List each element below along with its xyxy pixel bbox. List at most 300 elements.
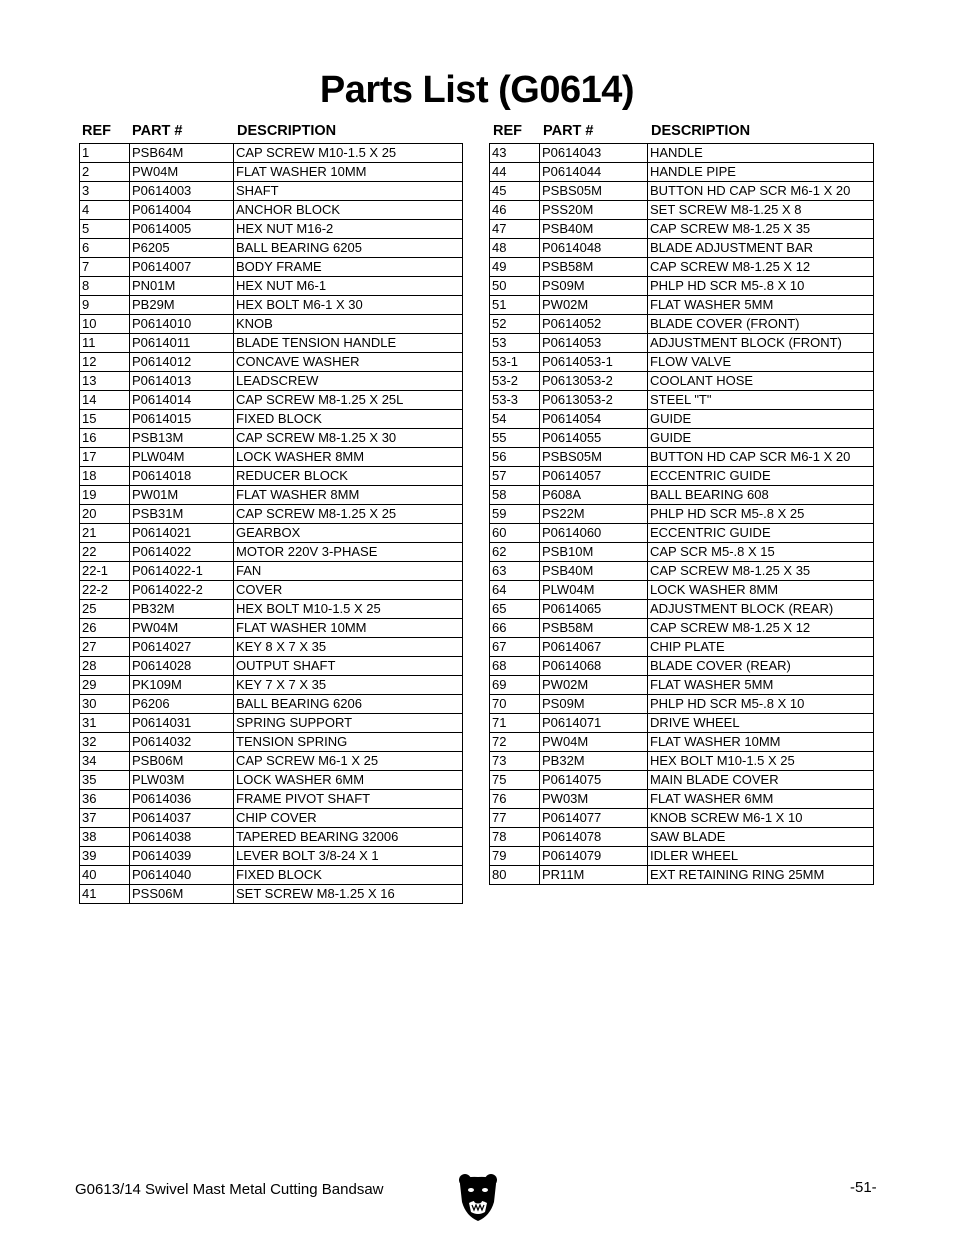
part-number-cell: P0614010 — [130, 315, 234, 334]
table-row — [80, 885, 463, 904]
ref-cell: 19 — [80, 486, 130, 505]
description-cell: CAP SCREW M8-1.25 X 35 — [648, 562, 874, 581]
part-number-cell: PSB64M — [130, 144, 234, 163]
table-row — [80, 752, 463, 771]
table-row — [80, 258, 463, 277]
table-row — [80, 790, 463, 809]
description-cell: BLADE COVER (FRONT) — [648, 315, 874, 334]
part-number-cell: P0614022-2 — [130, 581, 234, 600]
description-cell: HANDLE PIPE — [648, 163, 874, 182]
ref-cell: 53-3 — [490, 391, 540, 410]
ref-cell: 51 — [490, 296, 540, 315]
description-cell: TAPERED BEARING 32006 — [234, 828, 463, 847]
table-row — [80, 163, 463, 182]
ref-cell: 54 — [490, 410, 540, 429]
part-number-cell: PSB58M — [540, 258, 648, 277]
description-cell: SET SCREW M8-1.25 X 8 — [648, 201, 874, 220]
table-row — [490, 410, 874, 429]
part-number-cell: P0614021 — [130, 524, 234, 543]
ref-cell: 57 — [490, 467, 540, 486]
ref-cell: 56 — [490, 448, 540, 467]
part-number-cell: PSB10M — [540, 543, 648, 562]
table-row — [490, 201, 874, 220]
description-cell: HEX BOLT M10-1.5 X 25 — [648, 752, 874, 771]
ref-cell: 17 — [80, 448, 130, 467]
table-row — [80, 467, 463, 486]
description-cell: HEX NUT M16-2 — [234, 220, 463, 239]
ref-cell: 34 — [80, 752, 130, 771]
part-number-cell: PLW04M — [130, 448, 234, 467]
ref-cell: 22 — [80, 543, 130, 562]
ref-cell: 53-2 — [490, 372, 540, 391]
table-row — [490, 239, 874, 258]
table-row — [80, 866, 463, 885]
part-number-cell: P0614007 — [130, 258, 234, 277]
part-number-cell: PS09M — [540, 277, 648, 296]
part-number-cell: P0614077 — [540, 809, 648, 828]
ref-cell: 49 — [490, 258, 540, 277]
description-cell: HEX BOLT M10-1.5 X 25 — [234, 600, 463, 619]
description-cell: EXT RETAINING RING 25MM — [648, 866, 874, 885]
table-row — [490, 771, 874, 790]
part-number-cell: P0614005 — [130, 220, 234, 239]
table-row — [490, 486, 874, 505]
table-row — [80, 676, 463, 695]
table-row — [80, 695, 463, 714]
description-cell: BLADE TENSION HANDLE — [234, 334, 463, 353]
description-cell: FLAT WASHER 6MM — [648, 790, 874, 809]
description-cell: CAP SCREW M8-1.25 X 35 — [648, 220, 874, 239]
table-row — [80, 220, 463, 239]
ref-cell: 36 — [80, 790, 130, 809]
table-row — [80, 619, 463, 638]
description-cell: KNOB SCREW M6-1 X 10 — [648, 809, 874, 828]
description-cell: CAP SCREW M8-1.25 X 25L — [234, 391, 463, 410]
ref-cell: 12 — [80, 353, 130, 372]
ref-cell: 26 — [80, 619, 130, 638]
table-row — [490, 429, 874, 448]
part-number-cell: PS09M — [540, 695, 648, 714]
part-number-cell: P0614040 — [130, 866, 234, 885]
part-number-cell: P0614079 — [540, 847, 648, 866]
ref-cell: 16 — [80, 429, 130, 448]
part-number-cell: P0614060 — [540, 524, 648, 543]
ref-cell: 78 — [490, 828, 540, 847]
ref-cell: 22-2 — [80, 581, 130, 600]
description-cell: FLAT WASHER 10MM — [648, 733, 874, 752]
part-number-cell: P0613053-2 — [540, 372, 648, 391]
ref-cell: 10 — [80, 315, 130, 334]
table-row — [80, 353, 463, 372]
description-cell: FRAME PIVOT SHAFT — [234, 790, 463, 809]
part-number-cell: PLW03M — [130, 771, 234, 790]
description-cell: CAP SCR M5-.8 X 15 — [648, 543, 874, 562]
parts-list-right-column — [489, 121, 873, 885]
ref-cell: 59 — [490, 505, 540, 524]
ref-cell: 15 — [80, 410, 130, 429]
table-row — [490, 809, 874, 828]
part-number-cell: P0614015 — [130, 410, 234, 429]
description-cell: PHLP HD SCR M5-.8 X 10 — [648, 277, 874, 296]
description-cell: CAP SCREW M10-1.5 X 25 — [234, 144, 463, 163]
ref-cell: 1 — [80, 144, 130, 163]
part-number-cell: PB32M — [130, 600, 234, 619]
table-row — [80, 429, 463, 448]
description-cell: FLAT WASHER 10MM — [234, 163, 463, 182]
part-number-cell: P0614032 — [130, 733, 234, 752]
table-row — [490, 790, 874, 809]
description-cell: REDUCER BLOCK — [234, 467, 463, 486]
part-number-cell: P0614022 — [130, 543, 234, 562]
table-row — [80, 847, 463, 866]
ref-cell: 37 — [80, 809, 130, 828]
ref-cell: 13 — [80, 372, 130, 391]
part-number-cell: PLW04M — [540, 581, 648, 600]
part-number-cell: P0614044 — [540, 163, 648, 182]
table-row — [490, 752, 874, 771]
table-row — [490, 391, 874, 410]
table-row — [490, 657, 874, 676]
description-cell: BODY FRAME — [234, 258, 463, 277]
ref-cell: 58 — [490, 486, 540, 505]
description-cell: SET SCREW M8-1.25 X 16 — [234, 885, 463, 904]
ref-cell: 75 — [490, 771, 540, 790]
description-cell: OUTPUT SHAFT — [234, 657, 463, 676]
table-row — [490, 562, 874, 581]
description-cell: CAP SCREW M8-1.25 X 12 — [648, 619, 874, 638]
part-number-cell: P0614004 — [130, 201, 234, 220]
table-row — [490, 733, 874, 752]
ref-cell: 73 — [490, 752, 540, 771]
description-cell: SPRING SUPPORT — [234, 714, 463, 733]
part-number-cell: P0614067 — [540, 638, 648, 657]
table-row — [80, 410, 463, 429]
table-row — [80, 505, 463, 524]
part-number-cell: P0614078 — [540, 828, 648, 847]
part-number-cell: PW04M — [130, 163, 234, 182]
table-row — [80, 296, 463, 315]
description-cell: BALL BEARING 6206 — [234, 695, 463, 714]
table-row — [490, 714, 874, 733]
ref-cell: 45 — [490, 182, 540, 201]
table-row — [80, 581, 463, 600]
part-number-cell: P0614027 — [130, 638, 234, 657]
part-number-cell: P0614031 — [130, 714, 234, 733]
table-row — [490, 315, 874, 334]
table-row — [80, 372, 463, 391]
part-number-cell: P0614037 — [130, 809, 234, 828]
ref-cell: 14 — [80, 391, 130, 410]
part-number-cell: PSB58M — [540, 619, 648, 638]
part-number-cell: PS22M — [540, 505, 648, 524]
description-cell: BLADE ADJUSTMENT BAR — [648, 239, 874, 258]
description-cell: FIXED BLOCK — [234, 866, 463, 885]
description-cell: FLOW VALVE — [648, 353, 874, 372]
part-number-cell: P0614028 — [130, 657, 234, 676]
table-row — [80, 543, 463, 562]
description-cell: FLAT WASHER 10MM — [234, 619, 463, 638]
description-cell: HANDLE — [648, 144, 874, 163]
description-cell: SAW BLADE — [648, 828, 874, 847]
part-number-cell: P0614065 — [540, 600, 648, 619]
grizzly-bear-logo-icon — [457, 1172, 499, 1222]
table-row — [490, 619, 874, 638]
ref-cell: 28 — [80, 657, 130, 676]
description-cell: PHLP HD SCR M5-.8 X 25 — [648, 505, 874, 524]
part-number-cell: P0614014 — [130, 391, 234, 410]
ref-cell: 22-1 — [80, 562, 130, 581]
table-row — [80, 144, 463, 163]
ref-cell: 25 — [80, 600, 130, 619]
ref-cell: 53-1 — [490, 353, 540, 372]
table-row — [490, 828, 874, 847]
table-row — [80, 201, 463, 220]
description-cell: ADJUSTMENT BLOCK (FRONT) — [648, 334, 874, 353]
part-number-cell: PSS06M — [130, 885, 234, 904]
table-row — [490, 695, 874, 714]
table-row — [80, 562, 463, 581]
description-cell: STEEL "T" — [648, 391, 874, 410]
ref-cell: 76 — [490, 790, 540, 809]
part-number-cell: P0614075 — [540, 771, 648, 790]
description-cell: ECCENTRIC GUIDE — [648, 524, 874, 543]
part-number-cell: PSS20M — [540, 201, 648, 220]
description-cell: SHAFT — [234, 182, 463, 201]
ref-cell: 65 — [490, 600, 540, 619]
description-cell: HEX NUT M6-1 — [234, 277, 463, 296]
ref-cell: 5 — [80, 220, 130, 239]
part-number-cell: P0614012 — [130, 353, 234, 372]
table-row — [80, 657, 463, 676]
description-cell: CAP SCREW M8-1.25 X 12 — [648, 258, 874, 277]
part-number-cell: P0614038 — [130, 828, 234, 847]
part-number-cell: PSB13M — [130, 429, 234, 448]
ref-cell: 30 — [80, 695, 130, 714]
ref-cell: 44 — [490, 163, 540, 182]
ref-cell: 21 — [80, 524, 130, 543]
description-cell: TENSION SPRING — [234, 733, 463, 752]
ref-cell: 71 — [490, 714, 540, 733]
table-row — [490, 372, 874, 391]
ref-cell: 40 — [80, 866, 130, 885]
description-cell: CHIP PLATE — [648, 638, 874, 657]
part-number-cell: PW02M — [540, 296, 648, 315]
description-cell: ANCHOR BLOCK — [234, 201, 463, 220]
description-cell: CAP SCREW M8-1.25 X 25 — [234, 505, 463, 524]
table-row — [80, 448, 463, 467]
table-row — [80, 771, 463, 790]
description-cell: COOLANT HOSE — [648, 372, 874, 391]
parts-table-left — [79, 143, 463, 904]
ref-cell: 27 — [80, 638, 130, 657]
description-cell: HEX BOLT M6-1 X 30 — [234, 296, 463, 315]
description-cell: ECCENTRIC GUIDE — [648, 467, 874, 486]
part-number-cell: P0614053-1 — [540, 353, 648, 372]
table-row — [80, 239, 463, 258]
description-cell: COVER — [234, 581, 463, 600]
page-title: Parts List (G0614) — [319, 69, 635, 111]
part-number-cell: P0614003 — [130, 182, 234, 201]
part-number-cell: P608A — [540, 486, 648, 505]
description-cell: FIXED BLOCK — [234, 410, 463, 429]
table-row — [490, 448, 874, 467]
description-cell: BLADE COVER (REAR) — [648, 657, 874, 676]
description-cell: FLAT WASHER 8MM — [234, 486, 463, 505]
part-number-cell: P0614071 — [540, 714, 648, 733]
table-row — [490, 543, 874, 562]
ref-cell: 11 — [80, 334, 130, 353]
table-row — [80, 828, 463, 847]
part-number-header: PART # — [543, 123, 594, 139]
part-number-cell: PB32M — [540, 752, 648, 771]
description-cell: DRIVE WHEEL — [648, 714, 874, 733]
part-number-cell: PW04M — [130, 619, 234, 638]
part-number-cell: PK109M — [130, 676, 234, 695]
description-cell: BALL BEARING 6205 — [234, 239, 463, 258]
part-number-cell: P0614011 — [130, 334, 234, 353]
ref-cell: 66 — [490, 619, 540, 638]
description-cell: KNOB — [234, 315, 463, 334]
part-number-cell: P0614018 — [130, 467, 234, 486]
description-header: DESCRIPTION — [237, 123, 337, 139]
part-number-cell: P0614053 — [540, 334, 648, 353]
ref-cell: 43 — [490, 144, 540, 163]
parts-list-header — [489, 121, 873, 143]
ref-cell: 32 — [80, 733, 130, 752]
ref-cell: 31 — [80, 714, 130, 733]
table-row — [490, 220, 874, 239]
description-cell: GUIDE — [648, 410, 874, 429]
part-number-cell: P0614048 — [540, 239, 648, 258]
table-row — [490, 353, 874, 372]
ref-cell: 6 — [80, 239, 130, 258]
ref-cell: 20 — [80, 505, 130, 524]
table-row — [80, 486, 463, 505]
table-row — [490, 277, 874, 296]
part-number-cell: PSB31M — [130, 505, 234, 524]
ref-cell: 35 — [80, 771, 130, 790]
ref-cell: 48 — [490, 239, 540, 258]
table-row — [80, 334, 463, 353]
ref-cell: 46 — [490, 201, 540, 220]
part-number-cell: PW03M — [540, 790, 648, 809]
part-number-cell: PB29M — [130, 296, 234, 315]
table-row — [80, 733, 463, 752]
ref-header: REF — [82, 123, 111, 139]
part-number-cell: P6206 — [130, 695, 234, 714]
part-number-cell: PW02M — [540, 676, 648, 695]
ref-header: REF — [493, 123, 522, 139]
ref-cell: 80 — [490, 866, 540, 885]
description-cell: PHLP HD SCR M5-.8 X 10 — [648, 695, 874, 714]
description-cell: LOCK WASHER 8MM — [234, 448, 463, 467]
table-row — [490, 296, 874, 315]
ref-cell: 47 — [490, 220, 540, 239]
part-number-cell: PSB40M — [540, 220, 648, 239]
part-number-header: PART # — [132, 123, 183, 139]
description-cell: LEVER BOLT 3/8-24 X 1 — [234, 847, 463, 866]
table-row — [80, 600, 463, 619]
table-row — [490, 638, 874, 657]
part-number-cell: PSB06M — [130, 752, 234, 771]
description-cell: KEY 7 X 7 X 35 — [234, 676, 463, 695]
table-row — [80, 638, 463, 657]
description-cell: CAP SCREW M8-1.25 X 30 — [234, 429, 463, 448]
parts-list-left-column — [79, 121, 462, 904]
ref-cell: 67 — [490, 638, 540, 657]
table-row — [80, 315, 463, 334]
description-cell: CAP SCREW M6-1 X 25 — [234, 752, 463, 771]
ref-cell: 72 — [490, 733, 540, 752]
part-number-cell: PSBS05M — [540, 182, 648, 201]
ref-cell: 41 — [80, 885, 130, 904]
ref-cell: 60 — [490, 524, 540, 543]
page-number: -51- — [850, 1179, 877, 1196]
table-row — [490, 182, 874, 201]
part-number-cell: P0614013 — [130, 372, 234, 391]
part-number-cell: PW04M — [540, 733, 648, 752]
description-cell: BALL BEARING 608 — [648, 486, 874, 505]
ref-cell: 77 — [490, 809, 540, 828]
description-cell: LOCK WASHER 6MM — [234, 771, 463, 790]
ref-cell: 39 — [80, 847, 130, 866]
table-row — [80, 391, 463, 410]
ref-cell: 64 — [490, 581, 540, 600]
ref-cell: 68 — [490, 657, 540, 676]
ref-cell: 69 — [490, 676, 540, 695]
part-number-cell: PSBS05M — [540, 448, 648, 467]
table-row — [80, 182, 463, 201]
part-number-cell: P0614052 — [540, 315, 648, 334]
part-number-cell: PN01M — [130, 277, 234, 296]
part-number-cell: P0613053-2 — [540, 391, 648, 410]
parts-list-header — [79, 121, 462, 143]
description-cell: LEADSCREW — [234, 372, 463, 391]
part-number-cell: PR11M — [540, 866, 648, 885]
table-row — [490, 600, 874, 619]
description-cell: GUIDE — [648, 429, 874, 448]
part-number-cell: P0614068 — [540, 657, 648, 676]
ref-cell: 55 — [490, 429, 540, 448]
ref-cell: 63 — [490, 562, 540, 581]
description-cell: FAN — [234, 562, 463, 581]
part-number-cell: P6205 — [130, 239, 234, 258]
table-row — [80, 524, 463, 543]
part-number-cell: P0614043 — [540, 144, 648, 163]
ref-cell: 79 — [490, 847, 540, 866]
ref-cell: 29 — [80, 676, 130, 695]
description-cell: BUTTON HD CAP SCR M6-1 X 20 — [648, 448, 874, 467]
table-row — [80, 277, 463, 296]
table-row — [490, 258, 874, 277]
table-row — [80, 809, 463, 828]
description-cell: MAIN BLADE COVER — [648, 771, 874, 790]
part-number-cell: P0614054 — [540, 410, 648, 429]
table-row — [490, 334, 874, 353]
table-row — [490, 866, 874, 885]
description-cell: MOTOR 220V 3-PHASE — [234, 543, 463, 562]
parts-table-right — [489, 143, 874, 885]
description-cell: CONCAVE WASHER — [234, 353, 463, 372]
table-row — [490, 676, 874, 695]
ref-cell: 50 — [490, 277, 540, 296]
description-cell: FLAT WASHER 5MM — [648, 296, 874, 315]
manual-title: G0613/14 Swivel Mast Metal Cutting Bandsaw — [75, 1181, 384, 1198]
description-cell: KEY 8 X 7 X 35 — [234, 638, 463, 657]
part-number-cell: P0614057 — [540, 467, 648, 486]
ref-cell: 70 — [490, 695, 540, 714]
description-cell: BUTTON HD CAP SCR M6-1 X 20 — [648, 182, 874, 201]
